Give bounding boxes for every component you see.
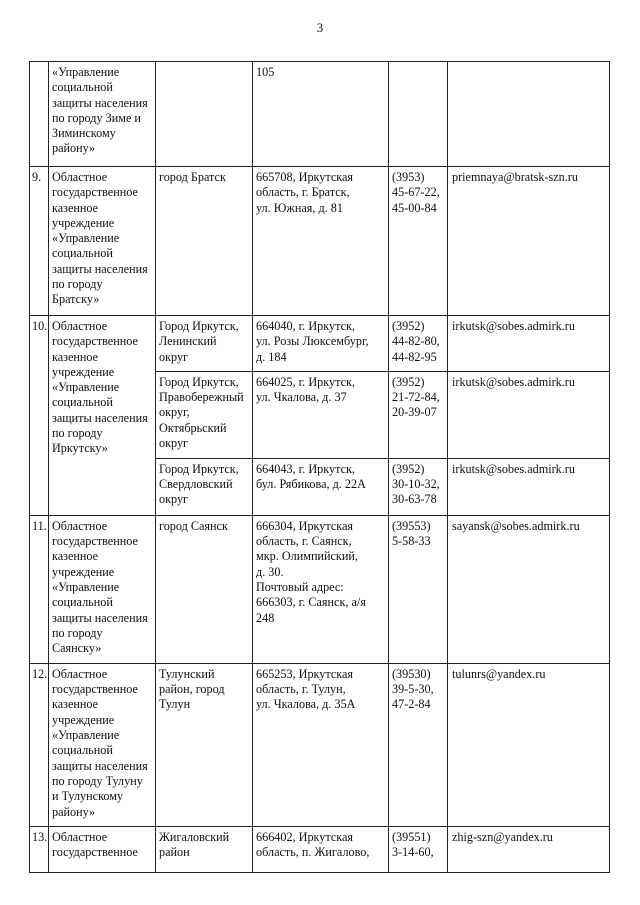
address: 666304, Иркутская область, г. Саянск, мкр. Олимпийский, д. 30. Почтовый адрес: 666303, г. Саянск, а/я 248 — [253, 515, 389, 663]
territory — [156, 62, 253, 167]
email: tulunrs@yandex.ru — [448, 663, 610, 826]
row-number: 10. — [30, 316, 49, 516]
territory: Тулунский район, город Тулун — [156, 663, 253, 826]
email: zhig-szn@yandex.ru — [448, 826, 610, 872]
organization-name: Областное государственное — [49, 826, 156, 872]
territory: город Саянск — [156, 515, 253, 663]
organization-name: «Управление социальной защиты населения по городу Зиме и Зиминскому району» — [49, 62, 156, 167]
email: irkutsk@sobes.admirk.ru — [448, 458, 610, 515]
address: 665708, Иркутская область, г. Братск, ул. Южная, д. 81 — [253, 167, 389, 316]
row-number: 9. — [30, 167, 49, 316]
table-row — [30, 316, 610, 372]
table-row — [30, 62, 610, 167]
row-number: 12. — [30, 663, 49, 826]
phone — [389, 62, 448, 167]
territory: Город Иркутск, Ленинский округ — [156, 316, 253, 372]
row-number: 13. — [30, 826, 49, 872]
address: 664040, г. Иркутск, ул. Розы Люксембург, д. 184 — [253, 316, 389, 372]
phone: (39553) 5-58-33 — [389, 515, 448, 663]
address: 664025, г. Иркутск, ул. Чкалова, д. 37 — [253, 371, 389, 458]
table-row — [30, 515, 610, 663]
address: 666402, Иркутская область, п. Жигалово, — [253, 826, 389, 872]
table-row — [30, 167, 610, 316]
phone: (39551) 3-14-60, — [389, 826, 448, 872]
address: 664043, г. Иркутск, бул. Рябикова, д. 22А — [253, 458, 389, 515]
territory: город Братск — [156, 167, 253, 316]
address: 665253, Иркутская область, г. Тулун, ул. Чкалова, д. 35А — [253, 663, 389, 826]
row-number: 11. — [30, 515, 49, 663]
organization-name: Областное государственное казенное учреждение «Управление социальной защиты населения по городу Братску» — [49, 167, 156, 316]
phone: (39530) 39-5-30, 47-2-84 — [389, 663, 448, 826]
organization-name: Областное государственное казенное учреждение «Управление социальной защиты населения по городу Тулуну и Тулунскому району» — [49, 663, 156, 826]
table-row — [30, 663, 610, 826]
table-row — [30, 826, 610, 872]
offices-table — [29, 61, 610, 873]
email: sayansk@sobes.admirk.ru — [448, 515, 610, 663]
page-number: 3 — [316, 20, 324, 35]
territory: Город Иркутск, Свердловский округ — [156, 458, 253, 515]
email — [448, 62, 610, 167]
email: irkutsk@sobes.admirk.ru — [448, 316, 610, 372]
organization-name: Областное государственное казенное учреждение «Управление социальной защиты населения по городу Саянску» — [49, 515, 156, 663]
phone: (3952) 21-72-84, 20-39-07 — [389, 371, 448, 458]
address: 105 — [253, 62, 389, 167]
territory: Город Иркутск, Правобережный округ, Октябрьский округ — [156, 371, 253, 458]
email: irkutsk@sobes.admirk.ru — [448, 371, 610, 458]
territory: Жигаловский район — [156, 826, 253, 872]
phone: (3952) 44-82-80, 44-82-95 — [389, 316, 448, 372]
phone: (3952) 30-10-32, 30-63-78 — [389, 458, 448, 515]
organization-name: Областное государственное казенное учреждение «Управление социальной защиты населения по городу Иркутску» — [49, 316, 156, 516]
row-number — [30, 62, 49, 167]
email: priemnaya@bratsk-szn.ru — [448, 167, 610, 316]
phone: (3953) 45-67-22, 45-00-84 — [389, 167, 448, 316]
